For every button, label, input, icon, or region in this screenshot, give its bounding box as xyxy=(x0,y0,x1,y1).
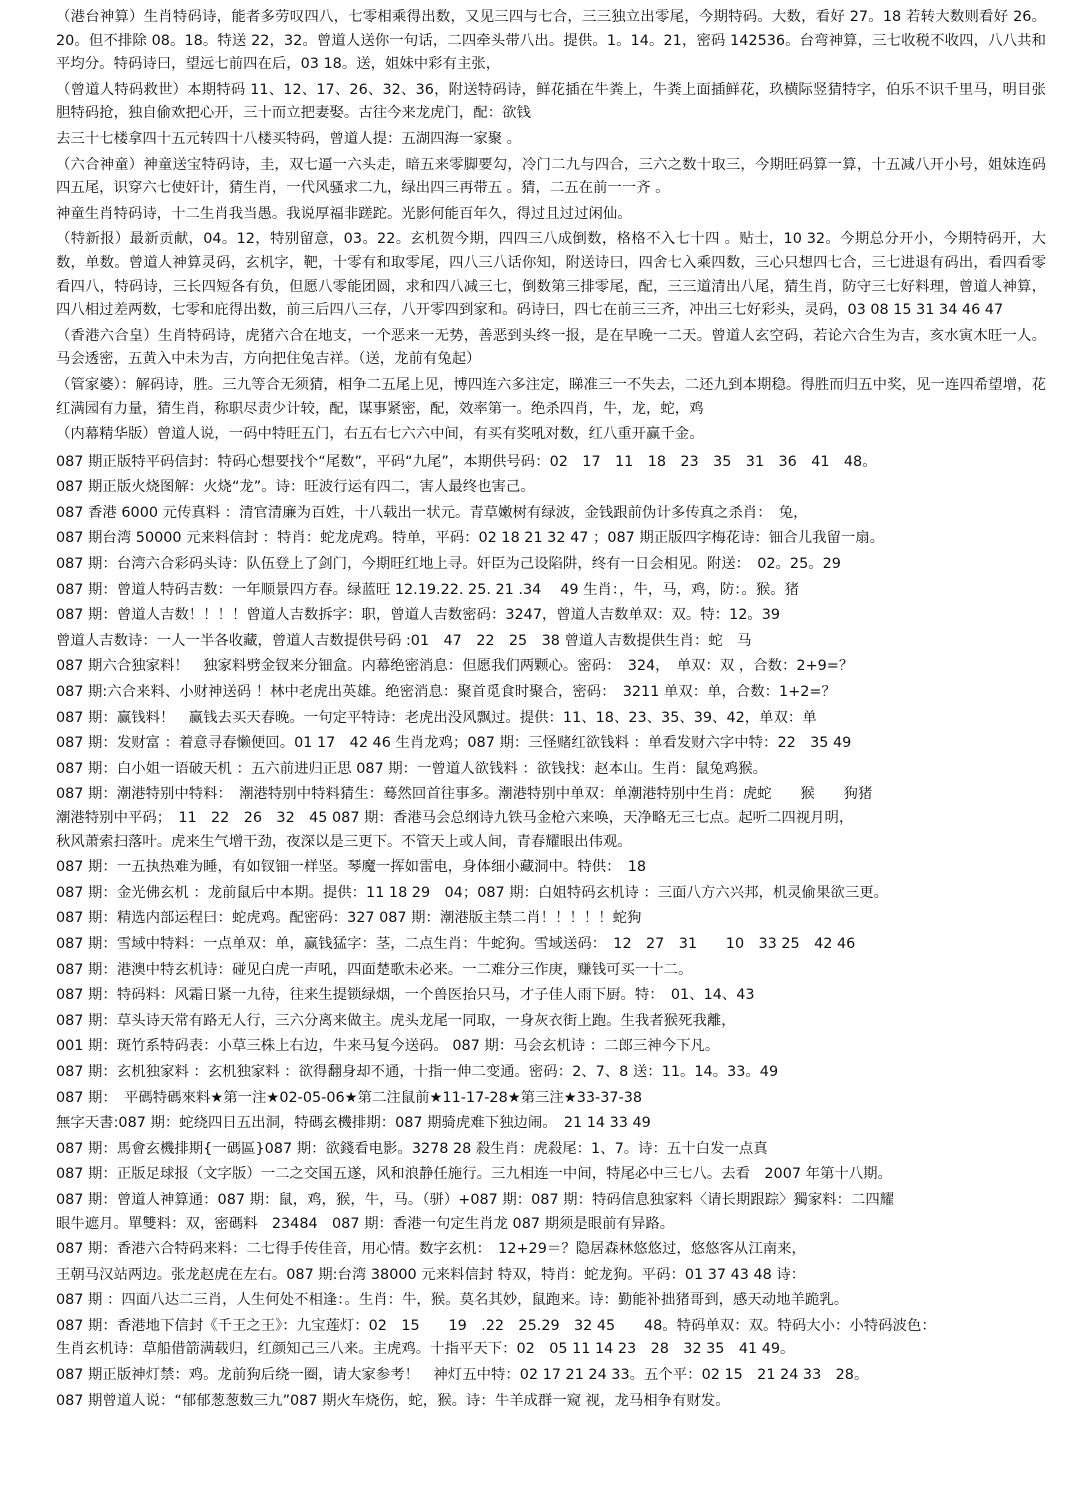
listing-line: 087 期：港澳中特玄机诗：碰见白虎一声吼，四面楚歌未必来。一二难分三作庚，赚钱可买一十二。 xyxy=(56,961,693,978)
listing-line: 087 期：草头诗天常有路无人行，三六分离来做主。虎头龙尾一同取，一身灰衣街上跑。生我者猴死我離， xyxy=(56,1012,736,1029)
listing-line: 087 期六合独家料！ 独家料劈金钗来分钿盒。内幕绝密消息：但愿我们两颗心。密码： 324， 单双：双 ，合数：2+9=？ xyxy=(56,658,854,675)
listing-line: 087 期正版特平码信封：特码心想要找个“尾数”，平码“九尾”，本期供号码：02 17 11 18 23 35 31 36 41 48。 xyxy=(56,453,877,470)
listing-line: 087 期：特码料：风霜日紧一九待，往来生提锁绿烟，一个兽医抬只马，才子佳人雨下厨。特： 01、14、43 xyxy=(56,987,755,1004)
listing-line: 087 期正版火烧图解：火烧“龙”。诗：旺波行运有四二，害人最终也害己。 xyxy=(56,479,535,496)
listing-line: 087 香港 6000 元传真料 ：清官清廉为百姓，十八载出一状元。青草嫩树有绿波，金钱跟前伪计多传真之杀肖： 兔， xyxy=(56,504,808,521)
listing-line: 087 期：馬會玄機排期{一碼區}087 期：欲錢看电影。3278 28 殺生肖：虎殺尾：1、7。诗：五十白发一点真 xyxy=(56,1140,768,1157)
listing-line: 087 期：曾道人特码吉数：一年顺景四方春。绿蓝旺 12.19.22. 25. 21 .34 49 生肖：，牛，马，鸡，防：。猴。猪 xyxy=(56,581,799,598)
paragraph-gangtai-shensuan: （港台神算）生肖特码诗，能者多劳叹四八，七零相乘得出数，又见三四与七合，三三独立出零尾，今期特码。大数，看好 27。18 若转大数则看好 26。20。但不排除 08。18。特送 22，32。曾道人送你一句话，二四牵头带八出。提供。1。14。21，密码 142536。台弯神算，三七收税不收四，八八共和平均分。特码诗曰，望远七前四在后，03 18。送，姐妹中彩有主张， xyxy=(56,9,1046,73)
listing-line: 曾道人吉数诗：一人一半各收藏，曾道人吉数提供号码 :01 47 22 25 38 曾道人吉数提供生肖：蛇 马 xyxy=(56,632,752,649)
listing-line: 087 期台湾 50000 元来料信封 ：特肖：蛇龙虎鸡。特单，平码：02 18 21 32 47 ；087 期正版四字梅花诗：钿合儿我留一扇。 xyxy=(56,530,885,547)
listing-line: 無字天書:087 期：蛇绕四日五出洞，特碼玄機排期：087 期骑虎难下独边闹。 21 14 33 49 xyxy=(56,1115,651,1132)
listing-line: 王朝马汉站两边。张龙赵虎在左右。087 期:台湾 38000 元来料信封 特双，特肖：蛇龙狗。平码：01 37 43 48 诗： xyxy=(56,1266,806,1283)
paragraph-lou-temai: 去三十七楼拿四十五元转四十八楼买特码，曾道人提：五湖四海一家聚 。 xyxy=(56,130,522,147)
listing-line: 087 期：精选内部运程曰：蛇虎鸡。配密码：327 087 期：潮港版主禁二肖！！！！！蛇狗 xyxy=(56,910,642,927)
listing-line: 087 期：雪域中特料：一点单双：单，赢钱猛字：茎，二点生肖：牛蛇狗。雪域送码： 12 27 31 10 33 25 42 46 xyxy=(56,935,856,952)
listing-line: 001 期：斑竹系特码表：小草三株上右边，牛来马复今送码。 087 期：马会玄机诗 ：二郎三神今下凡。 xyxy=(56,1038,720,1055)
listing-line: 087 期：赢钱料！ 赢钱去买天春晚。一句定平特诗：老虎出没风飘过。提供：11、18、23、35、39、42，单双：单 xyxy=(56,709,817,726)
listing-line: 087 期曾道人说：“郁郁葱葱数三九”087 期火车烧伤，蛇，猴。诗：牛羊成群一窥 视，龙马相争有财发。 xyxy=(56,1392,730,1409)
listing-line: 087 期： 平碼特碼來料★第一注★02-05-06★第二注鼠前★11-17-28★第三注★33-37-38 xyxy=(56,1089,643,1106)
listing-line: 087 期：金光佛玄机 ：龙前鼠后中本期。提供：11 18 29 04；087 期：白姐特码玄机诗 ：三面八方六兴邦，机灵偷果欲三更。 xyxy=(56,884,888,901)
listing-line: 潮港特别中平码； 11 22 26 32 45 087 期：香港马会总纲诗九铁马金枪六来唤，天净略无三七点。起听二四视月明， xyxy=(56,810,854,826)
listing-line: 秋风萧索扫落叶。虎来生气增干劲，夜深以是三更下。不管天上或人间，青春耀眼出伟观。 xyxy=(56,833,632,850)
paragraph-zengdaoren-jiushi: （曾道人特码救世）本期特码 11、12、17、26、32、36，附送特码诗，鲜花插在牛粪上，牛粪上面插鲜花，玖横际竖猜特字，伯乐不识千里马，明目张胆特码抢，独自偷欢把心开，三十而立把妻娶。古往今来龙虎门，配：欲钱 xyxy=(56,81,1046,122)
listing-line: 087 期：曾道人吉数！！！！曾道人吉数拆字：职，曾道人吉数密码：3247，曾道人吉数单双：双。特：12。39 xyxy=(56,607,781,624)
listing-line: 087 期 ：四面八达二三肖，人生何处不相逢：。生肖：牛，猴。莫名其妙，鼠跑来。诗：勤能补拙猪哥到，感天动地羊跪乳。 xyxy=(56,1292,849,1309)
paragraph-texinbao: （特新报）最新贡献，04。12，特别留意，03。22。玄机贺今期，四四三八成倒数，格格不入七十四 。贴士，10 32。今期总分开小，今期特码开，大数，单数。曾道人神算灵码，玄机字，靶，十零有和取零尾，四八三八话你知，附送诗曰，四舍七入乘四数，三心只想四七合，三七进退有码出，看四看零看四八，特码诗，三长四短各有负，但愿八零能团圆，求和四八减三七，倒数第三排零尾，配，三三道清出八尾，猜生肖，防守三七好料理，曾道人神算，四八相过差两数，七零和庇得出数，前三后四八三存，八开零四到家和。码诗曰，四七在前三三齐，冲出三七好彩头，灵码，03 08 15 31 34 46 47 xyxy=(56,231,1046,319)
listing-line: 087 期：白小姐一语破天机 ：五六前进归正思 087 期：一曾道人欲钱料 ：欲钱找：赵本山。生肖：鼠兔鸡猴。 xyxy=(56,760,767,777)
listing-line: 087 期：发财富 ：着意寻春懒便回。01 17 42 46 生肖龙鸡；087 期：三怪赌红欲钱料 ：单看发财六字中特：22 35 49 xyxy=(56,735,852,752)
listing-line: 087 期：香港六合特码来料：二七得手传佳音，用心情。数字玄机： 12+29＝？隐居森林悠悠过，悠悠客从江南来， xyxy=(56,1241,806,1258)
listing-line: 087 期：玄机独家料 ：玄机独家料 ：欲得翻身却不通，十指一伸二变通。密码：2、7、8 送：11。14。33。49 xyxy=(56,1063,779,1080)
paragraph-liuhe-shentong: （六合神童）神童送宝特码诗，圭，双七逼一六头走，暗五来零脚要勾，冷门二九与四合，三六之数十取三，今期旺码算一算，十五减八开小号，姐妹连码四五尾，识穿六七使奸计，猜生肖，一代风骚求二九，绿出四三再带五 。猜，二五在前一一齐 。 xyxy=(56,156,1046,197)
issue-087-listing xyxy=(56,451,1046,1414)
listing-line: 087 期：潮港特别中特料： 潮港特别中特料猜生：蓦然回首往事多。潮港特别中单双：单潮港特别中生肖：虎蛇 猴 狗猪 xyxy=(56,786,873,803)
paragraph-neimu-jinghua: （内幕精华版）曾道人说，一码中特旺五门，右五右七六六中间，有买有奖吼对数，红八重开赢千金。 xyxy=(56,426,704,443)
listing-line: 087 期：台湾六合彩码头诗：队伍登上了剑门，今期旺红地上寻。奸臣为己设陷阱，终有一日会相见。附送： 02。25。29 xyxy=(56,556,841,573)
listing-line: 眼牛遮月。單雙料：双，密碼料 23484 087 期：香港一句定生肖龙 087 期须是眼前有异路。 xyxy=(56,1215,675,1232)
paragraph-shentong-shengxiao: 神童生肖特码诗，十二生肖我当愚。我说厚福非蹉跎。光影何能百年久，得过且过过闲仙。 xyxy=(56,205,632,222)
listing-line: 087 期：香港地下信封《千王之王》：九宝莲灯：02 15 19 .22 25.29 32 45 48。特码单双：双。特码大小：小特码波色： xyxy=(56,1317,936,1334)
listing-line: 087 期：一五执热难为睡，有如钗钿一样坚。琴魔一挥如雷电，身体细小藏洞中。特供： 18 xyxy=(56,859,646,876)
paragraph-guanjiapo: （管家婆）：解码诗，胜。三九等合无须猜，相争二五尾上见，博四连六多注定，睇准三一不失去，二还九到本期稳。得胜而归五中奖，见一连四希望增，花红满园有力量，猜生肖，称职尽责少计较，配，谋事紧密，配，效率第一。绝杀四肖，牛，龙，蛇，鸡 xyxy=(56,376,1046,417)
paragraph-xianggang-liuhehuang: （香港六合皇）生肖特码诗，虎猪六合在地支，一个恶来一无势，善恶到头终一报，是在早晚一二天。曾道人玄空码，若论六合生为吉，亥水寅木旺一人。马会透密，五黄入中未为吉，方向把住兔吉祥。（送，龙前有兔起） xyxy=(56,327,1046,368)
listing-line: 生肖玄机诗：草船借箭满载归，红颜知己三八来。主虎鸡。十指平天下：02 05 11 14 23 28 32 35 41 49。 xyxy=(56,1341,795,1358)
listing-line: 087 期：曾道人神算通：087 期：鼠，鸡，猴，牛，马。（骈）+087 期：087 期：特码信息独家料〈请长期跟踪〉獨家料：二四耀 xyxy=(56,1191,895,1208)
listing-line: 087 期:六合来料、小财神送码 ！林中老虎出英雄。绝密消息：聚首觅食时聚合，密码： 3211 单双：单，合数：1+2=？ xyxy=(56,684,836,701)
listing-line: 087 期正版神灯禁：鸡。龙前狗后绕一圈，请大家参考！ 神灯五中特：02 17 21 24 33。五个平：02 15 21 24 33 28。 xyxy=(56,1367,869,1384)
listing-line: 087 期：正版足球报（文字版）一二之交国五遂，风和浪静任施行。三九相连一中间，特尾必中三七八。去看 2007 年第十八期。 xyxy=(56,1166,892,1183)
